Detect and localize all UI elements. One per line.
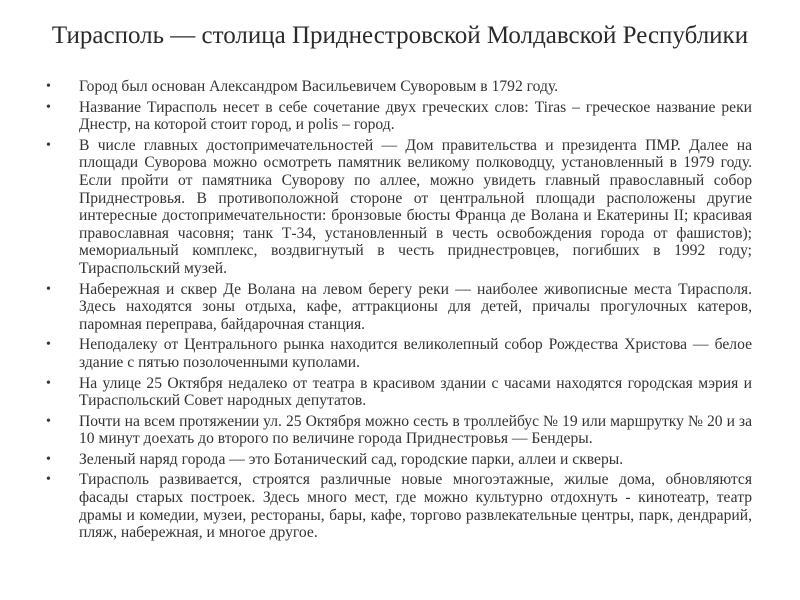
bullet-dot-icon: • — [46, 281, 51, 297]
bullet-item-5 — [46, 336, 752, 371]
slide-title: Тирасполь — столица Приднестровской Молдавской Республики — [51, 22, 749, 49]
bullet-item-6 — [46, 375, 752, 410]
bullet-item-8 — [46, 451, 752, 469]
bullet-text: В числе главных достопримечательностей — Дом правительства и президента ПМР. Далее на площади Суворова можно осмотреть памятник великому полководцу, установленный в 1979 году. Если пройти от памятника Суворову по аллее, можно увидеть главный православный собор Приднестровья. В противоположной стороне от центральной площади расположены другие интересные достопримечательности: бронзовые бюсты Франца де Волана и Екатерины II; красивая православная часовня; танк Т-34, установленный в честь освобождения города от фашистов); мемориальный комплекс, воздвигнутый в честь приднестровцев, погибших в 1992 году; Тираспольский музей. — [79, 136, 752, 277]
bullet-item-9 — [46, 471, 752, 541]
bullet-text: Зеленый наряд города — это Ботанический сад, городские парки, аллеи и скверы. — [79, 450, 624, 468]
bullet-dot-icon: • — [46, 375, 51, 391]
bullet-list — [46, 78, 752, 545]
bullet-item-4 — [46, 281, 752, 334]
bullet-item-2 — [46, 99, 752, 134]
bullet-text: Тирасполь развивается, строятся различные новые многоэтажные, жилые дома, обновляются фасады старых построек. Здесь много мест, где можно культурно отдохнуть - кинотеатр, театр драмы и комедии, музеи, рестораны, бары, кафе, торгово развлекательные центры, парк, дендрарий, пляж, набережная, и многое другое. — [79, 471, 752, 542]
bullet-dot-icon: • — [46, 451, 51, 467]
bullet-text: Почти на всем протяжении ул. 25 Октября можно сесть в троллейбус № 19 или маршрутку № 20 и за 10 минут доехать до второго по величине города Приднестровья — Бендеры. — [79, 412, 752, 448]
bullet-item-3 — [46, 137, 752, 278]
bullet-item-7 — [46, 413, 752, 448]
bullet-text: Город был основан Александром Васильевичем Суворовым в 1792 году. — [79, 78, 559, 95]
bullet-text: Неподалеку от Центрального рынка находится великолепный собор Рождества Христова — белое здание с пятью позолоченными куполами. — [79, 336, 752, 371]
bullet-dot-icon: • — [46, 413, 51, 429]
bullet-text: На улице 25 Октября недалеко от театра в красивом здании с часами находятся городская мэрия и Тираспольский Совет народных депутатов. — [79, 374, 752, 410]
bullet-dot-icon: • — [46, 137, 51, 153]
bullet-dot-icon: • — [46, 337, 51, 353]
bullet-dot-icon: • — [46, 472, 51, 488]
bullet-dot-icon: • — [46, 79, 51, 94]
bullet-dot-icon: • — [46, 99, 51, 115]
bullet-text: Набережная и сквер Де Волана на левом берегу реки — наиболее живописные места Тирасполя. Здесь находятся зоны отдыха, кафе, аттракционы для детей, причалы прогулочных катеров, паромная переправа, байдарочная станция. — [79, 280, 752, 333]
bullet-text: Название Тирасполь несет в себе сочетание двух греческих слов: Tiras – греческое название реки Днестр, на которой стоит город, и polis – город. — [79, 98, 752, 134]
bullet-item-1 — [46, 78, 752, 96]
